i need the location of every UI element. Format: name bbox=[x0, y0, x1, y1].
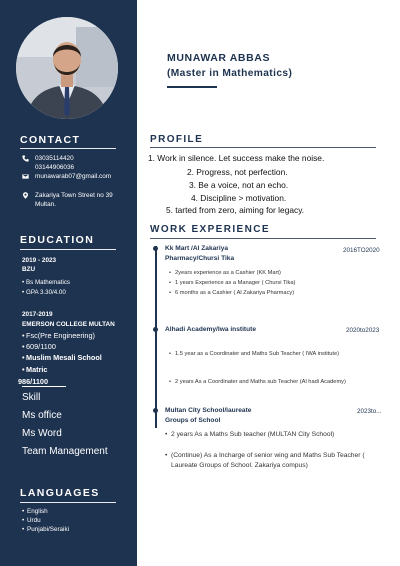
job-2-title: Alhadi Academy/Iwa institute bbox=[165, 326, 256, 333]
job-3-bullet-2: • (Continue) As a Incharge of senior wing and Maths Sub Teacher ( Laureate Groups of School. Zakariya compus) bbox=[171, 451, 367, 470]
education-2-program: • Fsc(Pre Engineering) bbox=[26, 331, 95, 341]
job-3-title-line-1: Multan City School/laureate bbox=[165, 407, 252, 414]
job-2-date: 2020to2023 bbox=[346, 327, 380, 334]
skill-item-ms-office: Ms office bbox=[22, 410, 62, 421]
language-item-punjabi: • Punjabi/Seraiki bbox=[27, 526, 69, 533]
address-line-2: Multan. bbox=[35, 200, 56, 208]
profile-photo bbox=[16, 17, 118, 119]
education-heading: EDUCATION bbox=[20, 234, 95, 246]
education-2-years: 2017-2019 bbox=[22, 311, 53, 318]
job-2-bullet-1: • 1.5 year as a Coordinater and Maths Sub Teacher ( IWA institute) bbox=[175, 350, 339, 360]
profile-line-2: 2. Progress, not perfection. bbox=[187, 167, 288, 177]
candidate-title: (Master in Mathematics) bbox=[167, 68, 293, 79]
title-underline bbox=[167, 86, 217, 88]
education-3-school: • Muslim Mesali School bbox=[26, 353, 102, 363]
job-3-title bbox=[165, 406, 251, 426]
phone-number-1: 03035114420 bbox=[35, 155, 74, 162]
email-address: munawarab07@gmail.com bbox=[35, 173, 112, 180]
job-1-title bbox=[165, 244, 234, 264]
profile-line-5: 5. tarted from zero, aiming for legacy. bbox=[166, 205, 305, 215]
language-item-english: • English bbox=[27, 508, 48, 515]
skill-item-ms-word: Ms Word bbox=[22, 428, 62, 439]
email-icon bbox=[22, 173, 29, 180]
skills-heading: Skill bbox=[22, 392, 41, 403]
timeline-dot-1 bbox=[153, 246, 158, 251]
skill-item-team-management: Team Management bbox=[22, 446, 108, 457]
education-3-level: • Matric bbox=[26, 365, 48, 375]
profile-line-1: 1. Work in silence. Let success make the noise. bbox=[148, 153, 325, 163]
sidebar bbox=[0, 0, 137, 566]
contact-phones bbox=[22, 155, 74, 172]
contact-email bbox=[22, 173, 111, 182]
job-3-bullet-1: • 2 years As a Maths Sub teacher (MULTAN City School) bbox=[171, 430, 367, 440]
profile-line-3: 3. Be a voice, not an echo. bbox=[189, 180, 289, 190]
job-1-bullet-1: • 2years experience as a Cashier (KK Mart) bbox=[175, 269, 281, 279]
profile-line-4: 4. Discipline > motivation. bbox=[191, 193, 287, 203]
education-2-marks: • 609/1100 bbox=[26, 342, 56, 352]
job-1-bullet-3: • 6 months as a Cashier ( Al Zakariya Pharmacy) bbox=[175, 289, 294, 299]
education-divider bbox=[20, 249, 116, 250]
profile-photo-image bbox=[16, 17, 118, 119]
phone-icon bbox=[22, 155, 29, 162]
education-1-degree: • Bs Mathematics bbox=[26, 279, 70, 287]
location-pin-icon bbox=[22, 192, 29, 199]
candidate-name: MUNAWAR ABBAS bbox=[167, 52, 271, 64]
profile-divider bbox=[150, 147, 376, 148]
education-1-years: 2019 - 2023 bbox=[22, 257, 57, 264]
timeline-dot-3 bbox=[153, 408, 158, 413]
address-line-1: Zakariya Town Street no 39 bbox=[35, 192, 113, 199]
job-1-date: 2016TO2020 bbox=[343, 247, 380, 254]
job-3-date: 2023to... bbox=[357, 408, 382, 415]
contact-heading: CONTACT bbox=[20, 134, 81, 146]
profile-heading: PROFILE bbox=[150, 134, 204, 145]
education-1-gpa: • GPA 3.30/4.00 bbox=[26, 289, 66, 297]
education-1-school: BZU bbox=[22, 266, 36, 273]
contact-address bbox=[22, 192, 113, 209]
timeline-line bbox=[155, 246, 157, 428]
job-3-title-line-2: Groups of School bbox=[165, 417, 221, 424]
contact-divider bbox=[20, 148, 116, 149]
languages-heading: LANGUAGES bbox=[20, 487, 100, 499]
job-1-title-line-2: Pharmacy/Chursi Tika bbox=[165, 255, 235, 262]
education-3-marks: 986/1100 bbox=[18, 377, 49, 386]
language-item-urdu: • Urdu bbox=[27, 517, 41, 524]
timeline-dot-2 bbox=[153, 327, 158, 332]
languages-divider bbox=[20, 502, 116, 503]
job-2-bullet-2: • 2 years As a Coordinater and Maths sub Teacher (Al hadi Academy) bbox=[175, 378, 346, 388]
job-1-title-line-1: Kk Mart /Al Zakariya bbox=[165, 245, 229, 252]
phone-number-2: 03144906036 bbox=[35, 163, 75, 171]
education-2-school: EMERSON COLLEGE MULTAN bbox=[22, 321, 115, 328]
job-1-bullet-2: • 1 years Experience as a Manager ( Chursi Tika) bbox=[175, 279, 295, 289]
work-experience-divider bbox=[150, 238, 376, 239]
matric-underline bbox=[22, 386, 66, 387]
work-experience-heading: WORK EXPERIENCE bbox=[150, 224, 270, 235]
